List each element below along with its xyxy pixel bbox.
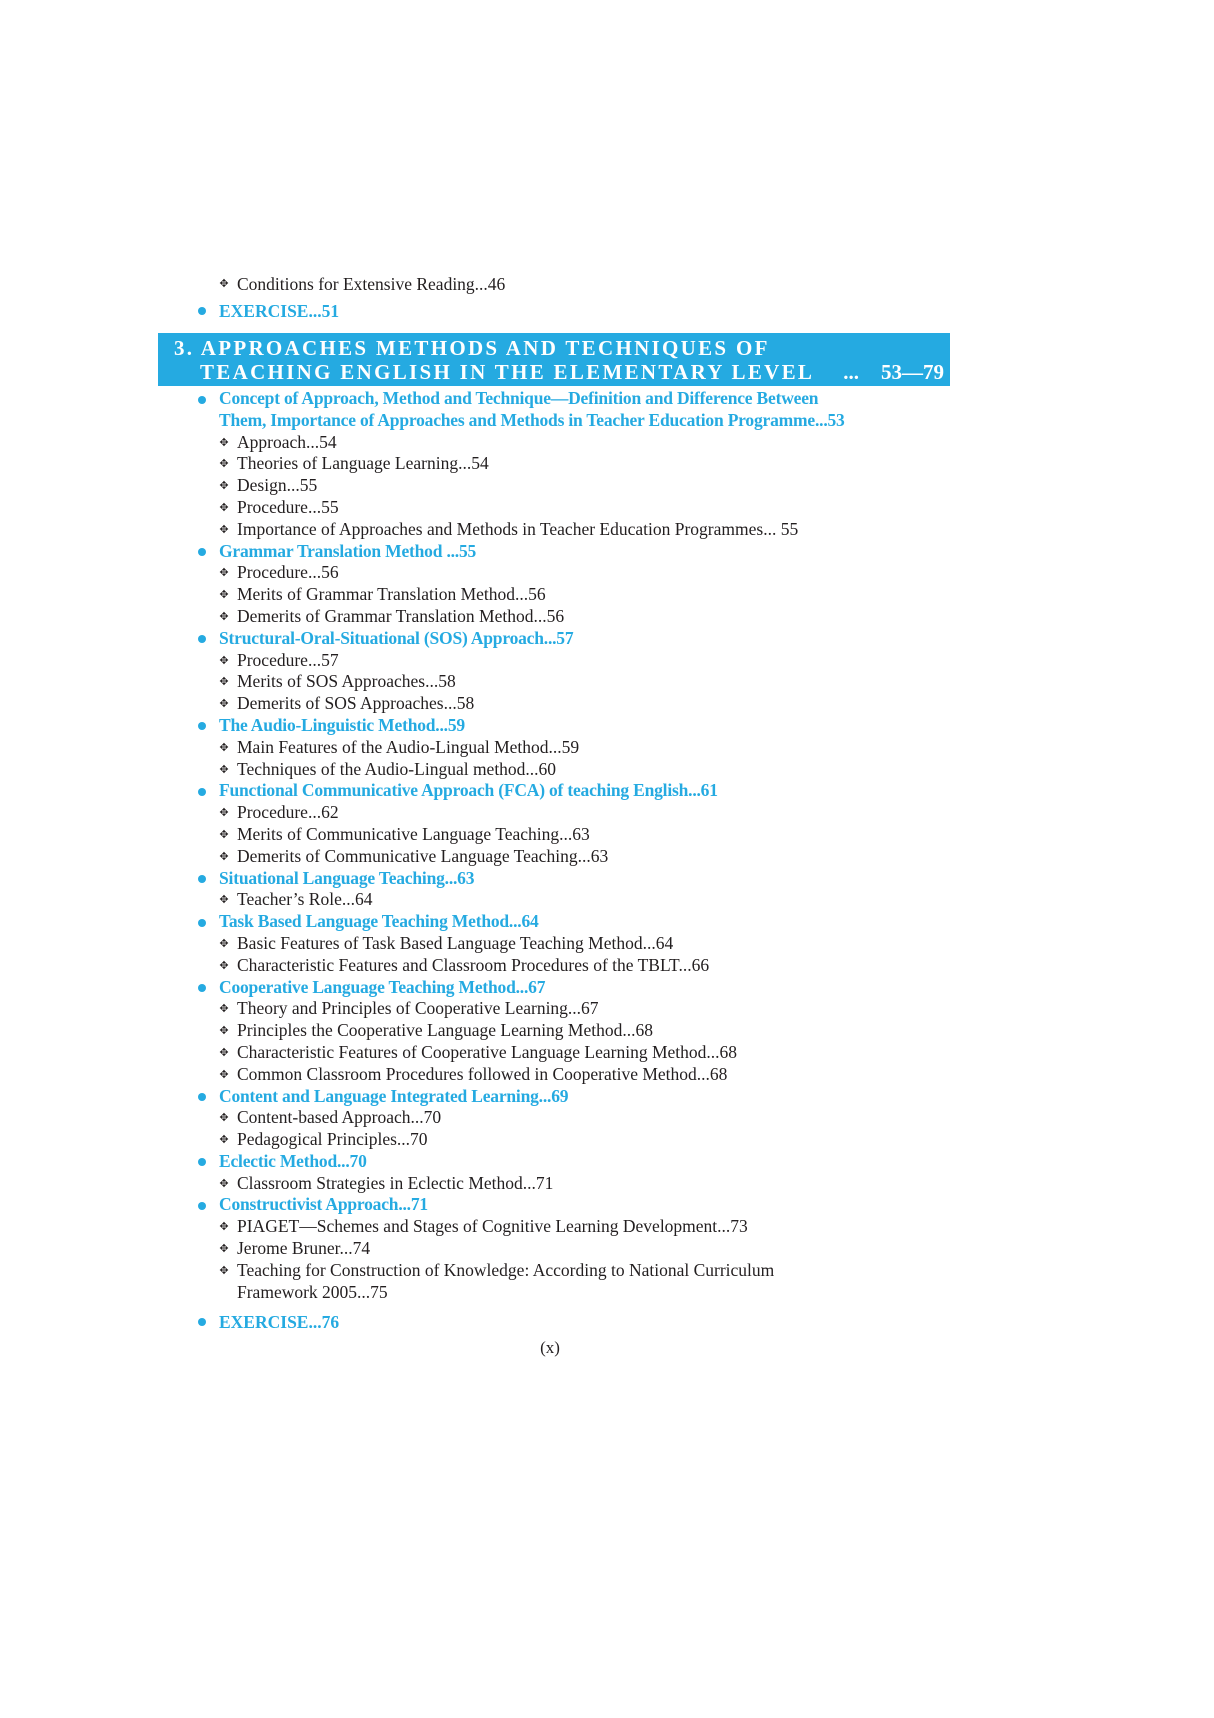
final-exercise-text: EXERCISE...76	[219, 1312, 340, 1332]
circle-bullet-icon	[198, 722, 206, 730]
chapter-title-line-1: 3. APPROACHES METHODS AND TECHNIQUES OF	[174, 336, 770, 360]
cross-bullet-icon: ✥	[219, 741, 229, 754]
toc-sub-item-continuation: Framework 2005...75	[237, 1281, 388, 1302]
cross-bullet-icon: ✥	[219, 1221, 229, 1234]
chapter-pages: 53—79	[881, 360, 944, 384]
toc-sub-item	[0, 693, 1100, 715]
circle-bullet-icon	[198, 307, 206, 315]
toc-main-item-text: Task Based Language Teaching Method...64	[219, 911, 539, 932]
cross-bullet-icon: ✥	[219, 1068, 229, 1081]
cross-bullet-icon: ✥	[219, 1134, 229, 1147]
cross-bullet-icon: ✥	[219, 501, 229, 514]
toc-main-item	[0, 780, 1100, 802]
chapter-page-range	[843, 360, 944, 385]
toc-main-item	[0, 715, 1100, 737]
toc-sub-item	[0, 497, 1100, 519]
toc-sub-item	[0, 1107, 1100, 1129]
cross-bullet-icon: ✥	[219, 850, 229, 863]
page-number: (x)	[540, 1338, 560, 1357]
toc-main-item-text: EXERCISE...51	[219, 301, 340, 321]
toc-sub-item-text: Merits of SOS Approaches...58	[237, 671, 456, 692]
cross-bullet-icon: ✥	[219, 807, 229, 820]
toc-main-item-text: Structural-Oral-Situational (SOS) Approach...57	[219, 627, 574, 648]
toc-sub-item	[0, 671, 1100, 693]
cross-bullet-icon: ✥	[219, 1046, 229, 1059]
cross-bullet-icon: ✥	[219, 589, 229, 602]
cross-bullet-icon: ✥	[219, 1003, 229, 1016]
toc-sub-item	[0, 273, 1100, 295]
toc-main-item-text: Functional Communicative Approach (FCA) of teaching English...61	[219, 780, 718, 801]
cross-bullet-icon: ✥	[219, 937, 229, 950]
toc-main-item	[0, 1194, 1100, 1216]
toc-main-item	[0, 868, 1100, 890]
chapter-leader-dots: ...	[843, 360, 859, 384]
toc-main-item-text: Content and Language Integrated Learning...69	[219, 1085, 569, 1106]
toc-sub-item-text: Basic Features of Task Based Language Teaching Method...64	[237, 932, 674, 953]
toc-sub-item-text: Common Classroom Procedures followed in Cooperative Method...68	[237, 1063, 728, 1084]
cross-bullet-icon: ✥	[219, 894, 229, 907]
toc-sub-item	[0, 606, 1100, 628]
circle-bullet-icon	[198, 1202, 206, 1210]
toc-main-item	[0, 541, 1100, 563]
toc-sub-item-text: Characteristic Features and Classroom Procedures of the TBLT...66	[237, 954, 710, 975]
toc-sub-item-text: Procedure...56	[237, 562, 339, 583]
toc-sub-item-text: Procedure...55	[237, 496, 339, 517]
toc-sub-item	[0, 584, 1100, 606]
cross-bullet-icon: ✥	[219, 1243, 229, 1256]
circle-bullet-icon	[198, 984, 206, 992]
toc-sub-item-text: Characteristic Features of Cooperative Language Learning Method...68	[237, 1041, 738, 1062]
cross-bullet-icon: ✥	[219, 480, 229, 493]
toc-sub-item-text: Theory and Principles of Cooperative Learning...67	[237, 998, 599, 1019]
cross-bullet-icon: ✥	[219, 436, 229, 449]
chapter-heading-banner	[158, 333, 950, 386]
circle-bullet-icon	[198, 548, 206, 556]
cross-bullet-icon: ✥	[219, 610, 229, 623]
cross-bullet-icon: ✥	[219, 458, 229, 471]
cross-bullet-icon: ✥	[219, 1177, 229, 1190]
circle-bullet-icon	[198, 635, 206, 643]
circle-bullet-icon	[198, 875, 206, 883]
toc-sub-item-text: Techniques of the Audio-Lingual method...60	[237, 758, 557, 779]
toc-sub-item	[0, 1042, 1100, 1064]
toc-sub-item	[0, 1129, 1100, 1151]
toc-sub-item	[0, 955, 1100, 977]
toc-sub-item-text: Approach...54	[237, 431, 337, 452]
circle-bullet-icon	[198, 788, 206, 796]
toc-sub-item	[0, 519, 1100, 541]
cross-bullet-icon: ✥	[219, 523, 229, 536]
cross-bullet-icon: ✥	[219, 567, 229, 580]
toc-main-item	[0, 300, 1100, 322]
toc-sub-item-text: Theories of Language Learning...54	[237, 453, 489, 474]
toc-sub-item-text: Teacher’s Role...64	[237, 889, 373, 910]
toc-sub-item	[0, 737, 1100, 759]
toc-sub-item-text: Importance of Approaches and Methods in Teacher Education Programmes... 55	[237, 518, 799, 539]
toc-main-item	[0, 1086, 1100, 1108]
toc-sub-item-text: Content-based Approach...70	[237, 1107, 442, 1128]
toc-main-item-text: Constructivist Approach...71	[219, 1194, 428, 1215]
toc-sub-item	[0, 562, 1100, 584]
toc-sub-item	[0, 1020, 1100, 1042]
toc-main-item	[0, 388, 1100, 410]
toc-sub-item-text: Procedure...57	[237, 649, 339, 670]
toc-main-item	[0, 911, 1100, 933]
toc-sub-item-text: Design...55	[237, 475, 318, 496]
circle-bullet-icon	[198, 919, 206, 927]
circle-bullet-icon	[198, 1158, 206, 1166]
circle-bullet-icon	[198, 396, 206, 404]
toc-main-item-continuation: Them, Importance of Approaches and Methods in Teacher Education Programme...53	[219, 409, 845, 430]
toc-sub-item-text: Demerits of Grammar Translation Method...56	[237, 605, 565, 626]
cross-bullet-icon: ✥	[219, 698, 229, 711]
toc-sub-item-text: Classroom Strategies in Eclectic Method...71	[237, 1172, 554, 1193]
toc-sub-item-text: Principles the Cooperative Language Learning Method...68	[237, 1020, 653, 1041]
toc-sub-item	[0, 1173, 1100, 1195]
cross-bullet-icon: ✥	[219, 654, 229, 667]
toc-sub-item	[0, 453, 1100, 475]
toc-main-item-text: Situational Language Teaching...63	[219, 867, 475, 888]
toc-main-item	[0, 1151, 1100, 1173]
toc-sub-item-text: Procedure...62	[237, 802, 339, 823]
toc-main-item	[0, 977, 1100, 999]
toc-sub-item	[0, 759, 1100, 781]
toc-sub-item	[0, 1216, 1100, 1238]
cross-bullet-icon: ✥	[219, 763, 229, 776]
cross-bullet-icon: ✥	[219, 828, 229, 841]
toc-sub-item-text: Conditions for Extensive Reading...46	[237, 274, 506, 294]
toc-sub-item	[0, 998, 1100, 1020]
cross-bullet-icon: ✥	[219, 1112, 229, 1125]
toc-sub-item	[0, 933, 1100, 955]
toc-main-item-text: Eclectic Method...70	[219, 1150, 367, 1171]
cross-bullet-icon: ✥	[219, 959, 229, 972]
toc-sub-item-text: Merits of Grammar Translation Method...56	[237, 584, 546, 605]
toc-sub-item-text: Merits of Communicative Language Teaching...63	[237, 823, 590, 844]
toc-sub-item-text: Jerome Bruner...74	[237, 1238, 371, 1259]
cross-bullet-icon: ✥	[219, 676, 229, 689]
toc-sub-item-text: Teaching for Construction of Knowledge: According to National Curriculum	[237, 1259, 775, 1280]
table-of-contents	[0, 388, 1100, 1303]
toc-sub-item-text: Pedagogical Principles...70	[237, 1129, 428, 1150]
circle-bullet-icon	[198, 1318, 206, 1326]
toc-sub-item	[0, 650, 1100, 672]
toc-main-item-text: The Audio-Linguistic Method...59	[219, 714, 465, 735]
toc-sub-item	[0, 1064, 1100, 1086]
toc-sub-item	[0, 475, 1100, 497]
toc-sub-item-text: Demerits of Communicative Language Teaching...63	[237, 845, 609, 866]
circle-bullet-icon	[198, 1093, 206, 1101]
toc-sub-item	[0, 432, 1100, 454]
toc-sub-item	[0, 802, 1100, 824]
toc-main-item-text: Cooperative Language Teaching Method...67	[219, 976, 546, 997]
chapter-title-line-2: TEACHING ENGLISH IN THE ELEMENTARY LEVEL	[200, 360, 815, 384]
toc-sub-item	[0, 889, 1100, 911]
cross-bullet-icon: ✥	[219, 278, 229, 290]
cross-bullet-icon: ✥	[219, 1025, 229, 1038]
toc-sub-item-text: Demerits of SOS Approaches...58	[237, 693, 475, 714]
cross-bullet-icon: ✥	[219, 1264, 229, 1277]
toc-main-item-text: Grammar Translation Method ...55	[219, 540, 477, 561]
toc-main-item	[0, 1311, 1100, 1333]
toc-sub-item	[0, 846, 1100, 868]
toc-main-item	[0, 628, 1100, 650]
toc-sub-item	[0, 1238, 1100, 1260]
toc-sub-item-text: Main Features of the Audio-Lingual Method...59	[237, 736, 580, 757]
toc-main-item-text: Concept of Approach, Method and Technique—Definition and Difference Between	[219, 388, 819, 408]
toc-sub-item	[0, 824, 1100, 846]
toc-sub-item-text: PIAGET—Schemes and Stages of Cognitive Learning Development...73	[237, 1216, 748, 1237]
toc-sub-item	[0, 1260, 1100, 1282]
